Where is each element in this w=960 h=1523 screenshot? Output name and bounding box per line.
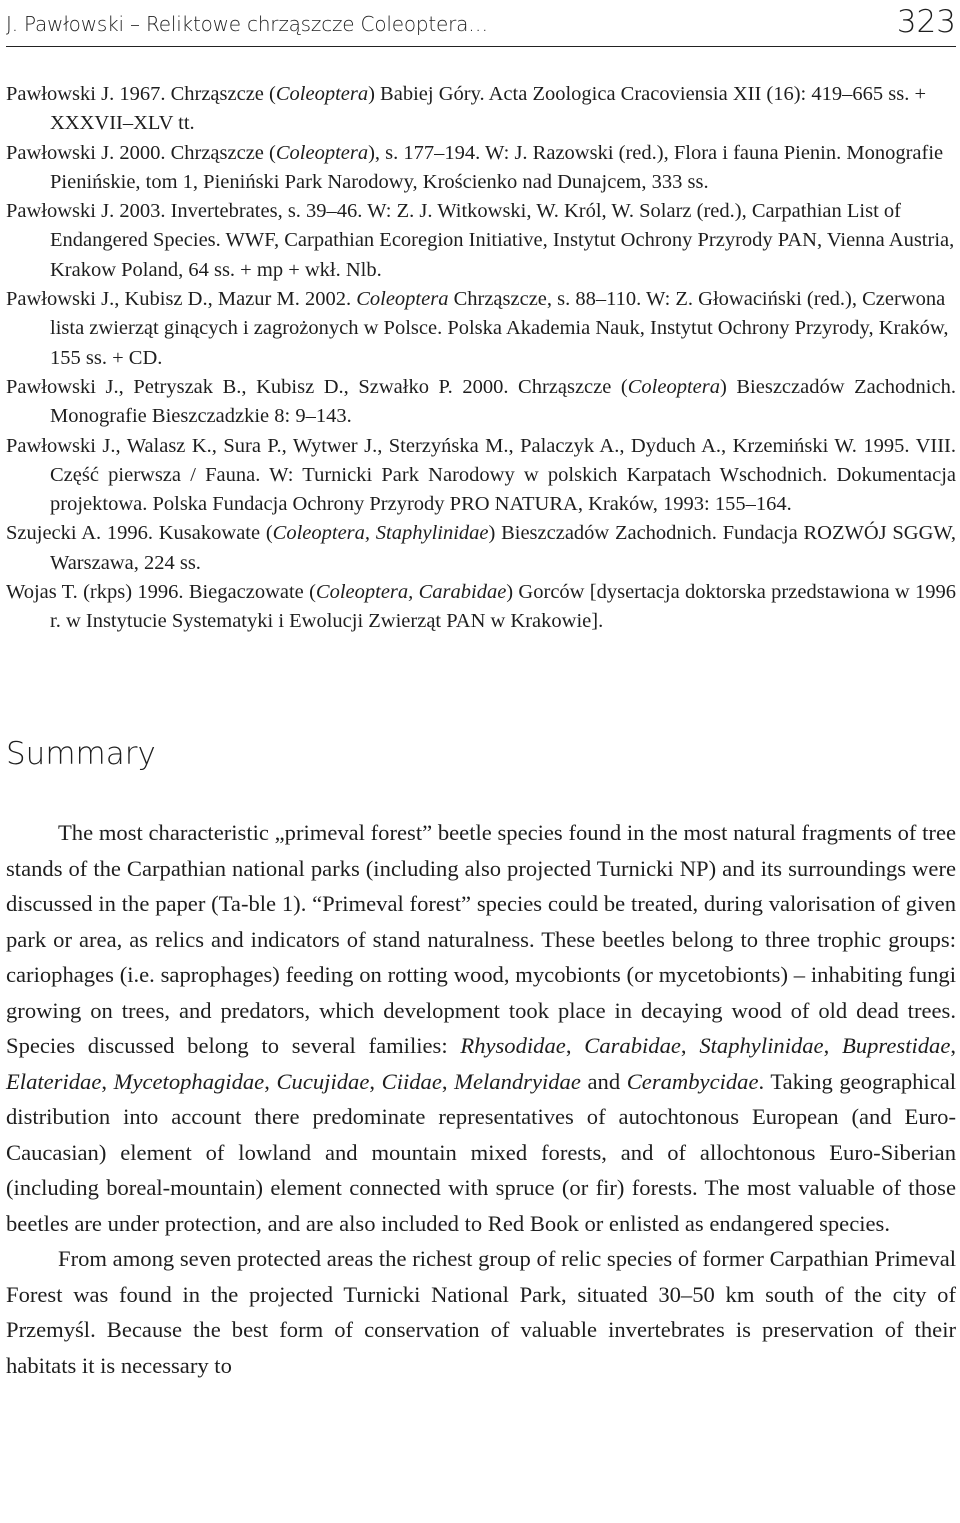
taxon-name: Cucujidae [276, 1068, 370, 1094]
taxon-name: Coleoptera [627, 375, 720, 398]
taxon-name: Carabidae [584, 1033, 681, 1058]
reference-item: Pawłowski J. 1967. Chrząszcze (Coleoptera) Babiej Góry. Acta Zoologica Cracoviensia XII (16): 419–665 ss. + XXXVII–XLV tt. [6, 83, 927, 135]
taxon-name: Staphylinidae [699, 1033, 824, 1058]
reference-list [6, 80, 956, 637]
taxon-name: Elateridae [6, 1068, 102, 1094]
running-header [6, 6, 956, 47]
taxon-name: Cerambycidae [626, 1068, 759, 1094]
reference-item: Pawłowski J., Kubisz D., Mazur M. 2002. Coleoptera Chrząszcze, s. 88–110. W: Z. Głowaciński (red.), Czerwona lista zwierząt ginących i zagrożonych w Polsce. Polska Akademia Nauk, Instytut Ochrony Przyrody, Kraków, 155 ss. + CD. [6, 288, 949, 369]
taxon-name: Coleoptera [356, 288, 449, 311]
taxon-name: Rhysodidae [460, 1033, 566, 1058]
taxon-name: Coleoptera, Carabidae [315, 581, 507, 604]
taxon-name: Coleoptera, Staphylinidae [272, 522, 489, 545]
reference-item: Wojas T. (rkps) 1996. Biegaczowate (Coleoptera, Carabidae) Gorców [dysertacja doktorska przedstawiona w 1996 r. w Instytucie Systematyki i Ewolucji Zwierząt PAN w Krakowie]. [6, 581, 956, 633]
reference-item: Szujecki A. 1996. Kusakowate (Coleoptera, Staphylinidae) Bieszczadów Zachodnich. Fundacja ROZWÓJ SGGW, Warszawa, 224 ss. [6, 522, 956, 574]
taxon-name: Coleoptera [275, 141, 369, 164]
taxon-name: Buprestidae [842, 1033, 951, 1058]
summary-body [6, 815, 956, 1383]
summary-heading: Summary [6, 736, 156, 772]
taxon-name: Melandryidae [454, 1068, 581, 1094]
reference-item: Pawłowski J. 2003. Invertebrates, s. 39–46. W: Z. J. Witkowski, W. Król, W. Solarz (red.), Carpathian List of Endangered Species. WWF, Carpathian Ecoregion Initiative, Instytut Ochrony Przyrody PAN, Vienna Austria, Krakow Poland, 64 ss. + mp + wkł. Nlb. [6, 200, 955, 281]
running-title: J. Pawłowski – Reliktowe chrząszcze Coleoptera… [6, 12, 488, 36]
taxon-name: Coleoptera [275, 83, 369, 105]
reference-item: Pawłowski J., Walasz K., Sura P., Wytwer J., Sterzyńska M., Palaczyk A., Dyduch A., Krzemiński W. 1995. VIII. Część pierwsza / Fauna. W: Turnicki Park Narodowy w polskich Karpatach Wschodnich. Dokumentacja projektowa. Polska Fundacja Ochrony Przyrody PRO NATURA, Kraków, 1993: 155–164. [6, 434, 956, 516]
reference-item: Pawłowski J. 2000. Chrząszcze (Coleoptera), s. 177–194. W: J. Razowski (red.), Flora i fauna Pienin. Monografie Pienińskie, tom 1, Pieniński Park Narodowy, Krościenko nad Dunajcem, 333 ss. [6, 141, 944, 193]
taxon-name: Ciidae [381, 1068, 442, 1094]
taxon-name: Mycetophagidae [113, 1068, 265, 1094]
summary-paragraph: From among seven protected areas the richest group of relic species of former Carpathian Primeval Forest was found in the projected Turnicki National Park, situated 30–50 km south of the city of Przemyśl. Because the best form of conservation of valuable invertebrates is preservation of their habitats it is necessary to [6, 1246, 956, 1378]
summary-paragraph: The most characteristic „primeval forest” beetle species found in the most natural fragments of tree stands of the Carpathian national parks (including also projected Turnicki NP) and its surroundings were discussed in the paper (Ta-ble 1). “Primeval forest” species could be treated, during valorisation of given park or area, as relics and indicators of stand naturalness. These beetles belong to three trophic groups: cariophages (i.e. saprophages) feeding on rotting wood, mycobionts (or mycetobionts) – inhabiting fungi growing on trees, and predators, which development took place in decaying wood of old dead trees. Species discussed belong to several families: Rhysodidae, Carabidae, Staphylinidae, Buprestidae, Elateridae, Mycetophagidae, Cucujidae, Ciidae, Melandryidae and Cerambycidae. Taking geographical distribution into account there predominate representatives of autochtonous European (and Euro-Caucasian) element of lowland and mountain mixed forests, and of allochtonous Euro-Siberian (including boreal-mountain) element connected with spruce (or fir) forests. The most valuable of those beetles are under protection, and are also included to Red Book or enlisted as endangered species. [6, 820, 957, 1236]
reference-item: Pawłowski J., Petryszak B., Kubisz D., Szwałko P. 2000. Chrząszcze (Coleoptera) Bieszczadów Zachodnich. Monografie Bieszczadzkie 8: 9–143. [6, 375, 956, 428]
page-number: 323 [896, 4, 956, 40]
